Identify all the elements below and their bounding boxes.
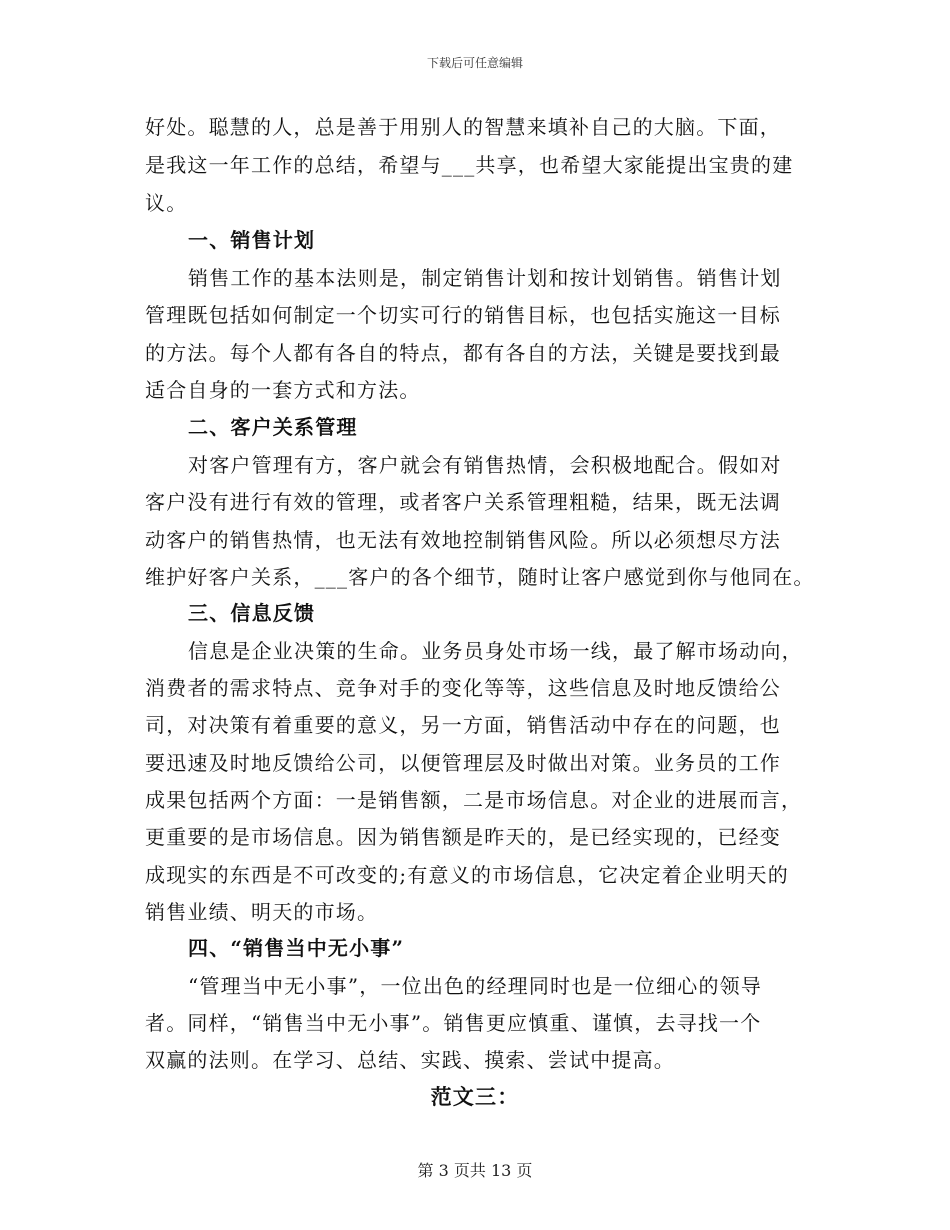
page-header: 下载后可任意编辑 (426, 56, 523, 70)
section-heading-4: 四、“销售当中无小事” (188, 936, 405, 960)
text-line: 好处。聪慧的人，总是善于用别人的智慧来填补自己的大脑。下面， (145, 115, 781, 139)
text-line: “管理当中无小事”，一位出色的经理同时也是一位细心的领导 (188, 974, 763, 998)
text-line: 成现实的东西是不可改变的;有意义的市场信息，它决定着企业明天的 (145, 863, 789, 887)
text-line: 消费者的需求特点、竞争对手的变化等等，这些信息及时地反馈给公 (145, 676, 781, 700)
text-line: 动客户的销售热情，也无法有效地控制销售风险。所以必须想尽方法 (145, 528, 781, 552)
text-line: 双赢的法则。在学习、总结、实践、摸索、尝试中提高。 (145, 1048, 675, 1072)
text-line: 是我这一年工作的总结，希望与___共享，也希望大家能提出宝贵的建 (145, 153, 794, 177)
text-line: 客户没有进行有效的管理，或者客户关系管理粗糙，结果，既无法调 (145, 490, 781, 514)
section-heading-3: 三、信息反馈 (188, 601, 316, 625)
text-line: 适合自身的一套方式和方法。 (145, 378, 421, 402)
text-line: 的方法。每个人都有各自的特点，都有各自的方法，关键是要找到最 (145, 341, 781, 365)
text-line: 维护好客户关系，___客户的各个细节，随时让客户感觉到你与他同在。 (145, 565, 815, 589)
text-line: 者。同样，“销售当中无小事”。销售更应慎重、谨慎，去寻找一个 (145, 1011, 762, 1035)
text-line: 销售业绩、明天的市场。 (145, 900, 379, 924)
page-footer: 第 3 页共 13 页 (417, 1161, 533, 1180)
sample-title: 范文三： (430, 1084, 520, 1109)
section-heading-1: 一、销售计划 (188, 228, 316, 252)
text-line: 成果包括两个方面：一是销售额，二是市场信息。对企业的进展而言， (145, 788, 803, 812)
section-heading-2: 二、客户关系管理 (188, 415, 358, 439)
text-line: 司，对决策有着重要的意义，另一方面，销售活动中存在的问题，也 (145, 713, 781, 737)
text-line: 要迅速及时地反馈给公司，以便管理层及时做出对策。业务员的工作 (145, 751, 781, 775)
text-line: 信息是企业决策的生命。业务员身处市场一线，最了解市场动向， (188, 639, 803, 663)
text-line: 更重要的是市场信息。因为销售额是昨天的，是已经实现的，已经变 (145, 825, 781, 849)
text-line: 销售工作的基本法则是，制定销售计划和按计划销售。销售计划 (188, 266, 782, 290)
text-line: 对客户管理有方，客户就会有销售热情，会积极地配合。假如对 (188, 453, 782, 477)
text-line: 议。 (145, 191, 188, 215)
text-line: 管理既包括如何制定一个切实可行的销售目标，也包括实施这一目标 (145, 303, 781, 327)
